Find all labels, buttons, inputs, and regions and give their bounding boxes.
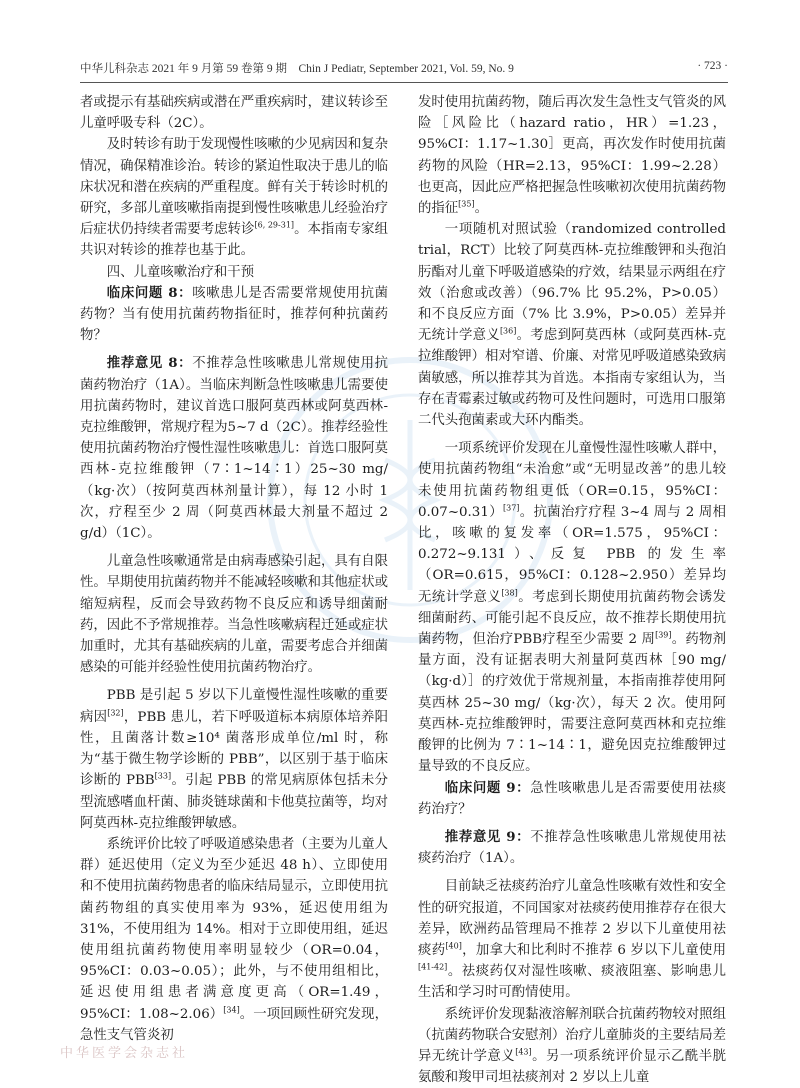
recommendation-8 [80, 353, 388, 544]
text-run: 。另一项系统评价显示乙酰半胱氨酸和羧甲司坦祛痰剂对 2 岁以上儿童 [418, 1048, 727, 1086]
paragraph [418, 92, 726, 219]
text-run: 发时使用抗菌药物，随后再次发生急性支气管炎的风险［风险比（hazard ratio，HR）=1.23，95%CI：1.17~1.30］更高，再次发作时使用抗菌药物的风险（HR=2.13，95%CI：1.99~2.28）也更高，因此应严格把握急性咳嗽初次使用抗菌药物的指征 [418, 95, 726, 217]
publisher-logo: 中华医学会杂志社 [60, 1046, 189, 1061]
citation: [37] [502, 503, 520, 513]
text-run: 不推荐急性咳嗽患儿常规使用祛痰药治疗（1A）。 [418, 829, 727, 867]
citation: [43] [515, 1047, 532, 1057]
text-run: 系统评价发现黏液溶解剂联合抗菌药物较对照组（抗菌药物联合安慰剂）治疗儿童肺炎的主要结局差异无统计学意义 [418, 1006, 726, 1064]
paragraph [418, 1004, 726, 1088]
citation: [33] [154, 771, 172, 781]
text-run: 目前缺乏祛痰药治疗儿童急性咳嗽有效性和安全性的研究报道，不同国家对祛痰药使用推荐存在很大差异，欧洲药品管理局不推荐 2 岁以下儿童使用祛痰药 [418, 879, 726, 958]
text-run: 。抗菌治疗疗程 3~4 周与 2 周相比，咳嗽的复发率（OR=1.575，95%CI：0.272~9.131）、反复 PBB 的发生率（OR=0.615，95%CI：0.128~2.950）差异均无统计学意义 [418, 504, 726, 605]
section-heading: 四、儿童咳嗽治疗和干预 [106, 264, 255, 280]
citation: [38] [501, 588, 518, 598]
text-run: 儿童急性咳嗽通常是由病毒感染引起，具有自限性。早期使用抗菌药物并不能减轻咳嗽和其他症状或缩短病程，反而会导致药物不良反应和诱导细菌耐药，因此不予常规推荐。当急性咳嗽病程迁延或症状加重时，尤其有基础疾病的儿童，需要考虑合并细菌感染的可能并经验性使用抗菌药物治疗。 [80, 554, 388, 676]
text-run: 一项随机对照试验（randomized controlled trial，RCT）比较了阿莫西林-克拉维酸钾和头孢泊肟酯对儿童下呼吸道感染的疗效，结果显示两组在疗效（治愈或改善）（96.7% 比 95.2%，P>0.05）和不良反应方面（7% 比 3.9%，P>0.05）差异并无统计学意义 [418, 222, 726, 344]
text-run: PBB 是引起 5 岁以下儿童慢性湿性咳嗽的重要病因 [80, 688, 388, 725]
paragraph [80, 685, 388, 833]
paragraph [80, 551, 388, 678]
recommendation-label: 推荐意见 9： [444, 828, 531, 845]
paragraph [80, 134, 388, 261]
question-label: 临床问题 8： [106, 284, 193, 301]
text-run: 。考虑到长期使用抗菌药物会诱发细菌耐药、可能引起不良反应，故不推荐长期使用抗菌药物，但治疗PBB疗程至少需要 2 周 [418, 589, 727, 648]
citation: [32] [107, 708, 124, 718]
clinical-question-8 [80, 283, 388, 347]
text-run: 者或提示有基础疾病或潜在严重疾病时，建议转诊至儿童呼吸专科（2C）。 [80, 95, 388, 132]
running-header [80, 60, 728, 82]
text-run: 不推荐急性咳嗽患儿常规使用抗菌药物治疗（1A）。当临床判断急性咳嗽患儿需要使用抗菌药物时，建议首选口服阿莫西林或阿莫西林-克拉维酸钾，常规疗程为5~7 d（2C）。推荐经验性使用抗菌药物治疗慢性湿性咳嗽患儿：首选口服阿莫西林-克拉维酸钾（7∶1~14∶1）25~30 mg/（kg·次）（按阿莫西林剂量计算），每 12 小时 1 次，疗程至少 2 周（阿莫西林最大剂量不超过 2 g/d）（1C）。 [80, 356, 389, 542]
header-rule [80, 82, 728, 83]
journal-citation: 中华儿科杂志 2021 年 9 月第 59 卷第 9 期 Chin J Pediatr, September 2021, Vol. 59, No. 9 [80, 63, 514, 75]
citation: [34] [223, 1005, 240, 1015]
text-run: ，加拿大和比利时不推荐 6 岁以下儿童使用 [461, 942, 727, 958]
recommendation-9 [418, 827, 726, 869]
paragraph [80, 834, 388, 1046]
text-run: ，PBB 患儿，若下呼吸道标本病原体培养阳性，且菌落计数≥10⁴ 菌落形成单位/ml 时，称为“基于微生物学诊断的 PBB”，以区别于基于临床诊断的 PBB [80, 709, 388, 789]
paragraph [418, 438, 726, 777]
citation: [6, 29-31] [254, 220, 295, 230]
citation: [36] [499, 326, 517, 336]
paragraph [418, 219, 726, 431]
citation: [41-42] [418, 962, 448, 972]
right-column [418, 92, 726, 1088]
text-run: 。考虑到阿莫西林（或阿莫西林-克拉维酸钾）相对窄谱、价廉、对常见呼吸道感染致病菌敏感，所以推荐其为首选。本指南专家组认为，当存在青霉素过敏或药物可及性问题时，可选用口服第二代头孢菌素或大环内酯类。 [418, 328, 726, 429]
question-label: 临床问题 9： [444, 779, 531, 796]
paragraph [80, 92, 388, 134]
text-run: 系统评价比较了呼吸道感染患者（主要为儿童人群）延迟使用（定义为至少延迟 48 h）、立即使用和不使用抗菌药物患者的临床结局显示，立即使用抗菌药物组的真实使用率为 93%，延迟使用组为 31%，不使用组为 14%。相对于立即使用组，延迟使用组抗菌药物使用率明显较少（OR=0.04，95%CI：0.03~0.05）；此外，与不使用组相比，延迟使用组患者满意度更高（OR=1.49，95%CI：1.08~2.06） [80, 836, 388, 1022]
left-column [80, 92, 388, 1046]
text-run: 。本指南专家组共识对转诊的推荐也基于此。 [80, 222, 388, 259]
text-run: 。 [474, 201, 488, 217]
text-run: 。一项回顾性研究发现，急性支气管炎初 [80, 1006, 389, 1043]
text-run: 一项系统评价发现在儿童慢性湿性咳嗽人群中，使用抗菌药物组“未治愈”或“无明显改善”的患儿较未使用抗菌药物组更低（OR=0.15，95%CI：0.07~0.31） [418, 441, 726, 520]
text-run: 咳嗽患儿是否需要常规使用抗菌药物？当有使用抗菌药物指征时，推荐何种抗菌药物？ [80, 285, 389, 344]
citation: [35] [458, 199, 475, 209]
recommendation-label: 推荐意见 8： [106, 355, 193, 372]
text-run: 。引起 PBB 的常见病原体包括未分型流感嗜血杆菌、肺炎链球菌和卡他莫拉菌等，均对阿莫西林-克拉维酸钾敏感。 [80, 773, 389, 831]
citation: [39] [655, 630, 672, 640]
clinical-question-9 [418, 778, 726, 820]
citation: [40] [445, 941, 462, 951]
text-run: 。药物剂量方面，没有证据表明大剂量阿莫西林［90 mg/（kg·d）］的疗效优于常规剂量，本指南推荐使用阿莫西林 25~30 mg/（kg·次），每天 2 次。使用阿莫西林-克拉维酸钾时，需要注意阿莫西林和克拉维酸钾的比例为 7∶1~14∶1，避免因克拉维酸钾过量导致的不良反应。 [418, 632, 726, 775]
text-run: 及时转诊有助于发现慢性咳嗽的少见病因和复杂情况，确保精准诊治。转诊的紧迫性取决于患儿的临床状况和潜在疾病的严重程度。鲜有关于转诊时机的研究，多部儿童咳嗽指南提到慢性咳嗽患儿经验治疗后症状仍持续者需要考虑转诊 [80, 137, 388, 238]
text-run: 。祛痰药仅对湿性咳嗽、痰液阻塞、影响患儿生活和学习时可酌情使用。 [418, 964, 726, 1001]
page-number: · 723 · [697, 60, 728, 72]
paragraph [418, 876, 726, 1003]
text-run: 急性咳嗽患儿是否需要使用祛痰药治疗？ [418, 780, 727, 817]
